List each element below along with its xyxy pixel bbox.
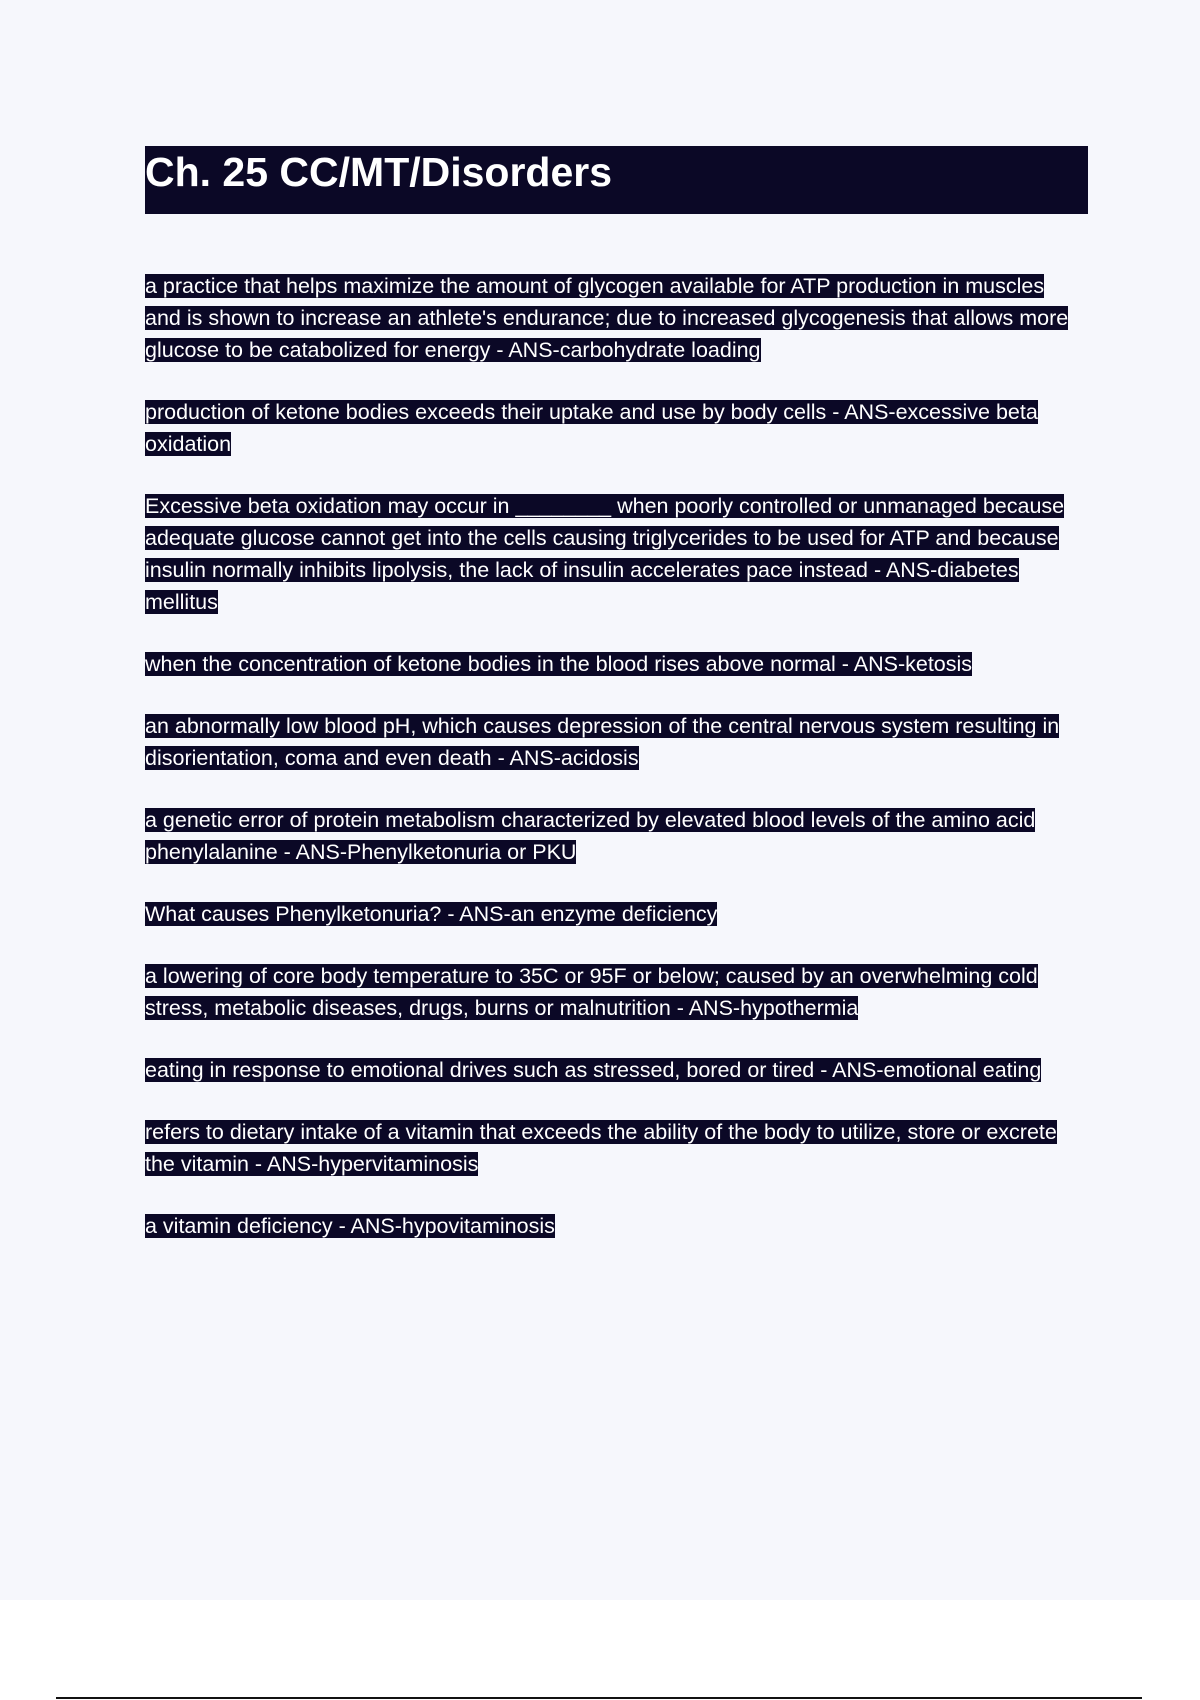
footer-divider bbox=[56, 1697, 1142, 1699]
qa-item bbox=[145, 1054, 1085, 1086]
qa-item-text: a genetic error of protein metabolism characterized by elevated blood levels of the amino acid phenylalanine - ANS-Phenylketonuria or PKU bbox=[145, 808, 1036, 864]
qa-item bbox=[145, 1210, 1085, 1242]
qa-list bbox=[145, 270, 1085, 1272]
qa-item-text: a vitamin deficiency - ANS-hypovitaminosis bbox=[145, 1214, 555, 1238]
qa-item-text: production of ketone bodies exceeds their uptake and use by body cells - ANS-excessive beta oxidation bbox=[145, 400, 1038, 456]
qa-item-text: a practice that helps maximize the amount of glycogen available for ATP production in muscles and is shown to increase an athlete's endurance; due to increased glycogenesis that allows more glucose to be catabolized for energy - ANS-carbohydrate loading bbox=[145, 274, 1069, 362]
qa-item-text: What causes Phenylketonuria? - ANS-an enzyme deficiency bbox=[145, 902, 718, 926]
qa-item-text: an abnormally low blood pH, which causes depression of the central nervous system resulting in disorientation, coma and even death - ANS-acidosis bbox=[145, 714, 1060, 770]
qa-item-text: refers to dietary intake of a vitamin that exceeds the ability of the body to utilize, store or excrete the vitamin - ANS-hypervitaminosis bbox=[145, 1120, 1057, 1176]
qa-item bbox=[145, 1116, 1085, 1180]
page-title: Ch. 25 CC/MT/Disorders bbox=[145, 149, 613, 195]
qa-item bbox=[145, 898, 1085, 930]
qa-item-text: when the concentration of ketone bodies in the blood rises above normal - ANS-ketosis bbox=[145, 652, 973, 676]
qa-item-text: eating in response to emotional drives such as stressed, bored or tired - ANS-emotional eating bbox=[145, 1058, 1042, 1082]
qa-item bbox=[145, 270, 1085, 366]
qa-item-text: Excessive beta oxidation may occur in ________ when poorly controlled or unmanaged because adequate glucose cannot get into the cells causing triglycerides to be used for ATP and because insulin normally inhibits lipolysis, the lack of insulin accelerates pace instead - ANS-diabetes mellitus bbox=[145, 494, 1065, 614]
qa-item bbox=[145, 804, 1085, 868]
qa-item bbox=[145, 960, 1085, 1024]
qa-item bbox=[145, 710, 1085, 774]
qa-item bbox=[145, 396, 1085, 460]
qa-item bbox=[145, 648, 1085, 680]
qa-item-text: a lowering of core body temperature to 35C or 95F or below; caused by an overwhelming cold stress, metabolic diseases, drugs, burns or malnutrition - ANS-hypothermia bbox=[145, 964, 1038, 1020]
qa-item bbox=[145, 490, 1085, 618]
title-bar bbox=[145, 146, 1088, 214]
